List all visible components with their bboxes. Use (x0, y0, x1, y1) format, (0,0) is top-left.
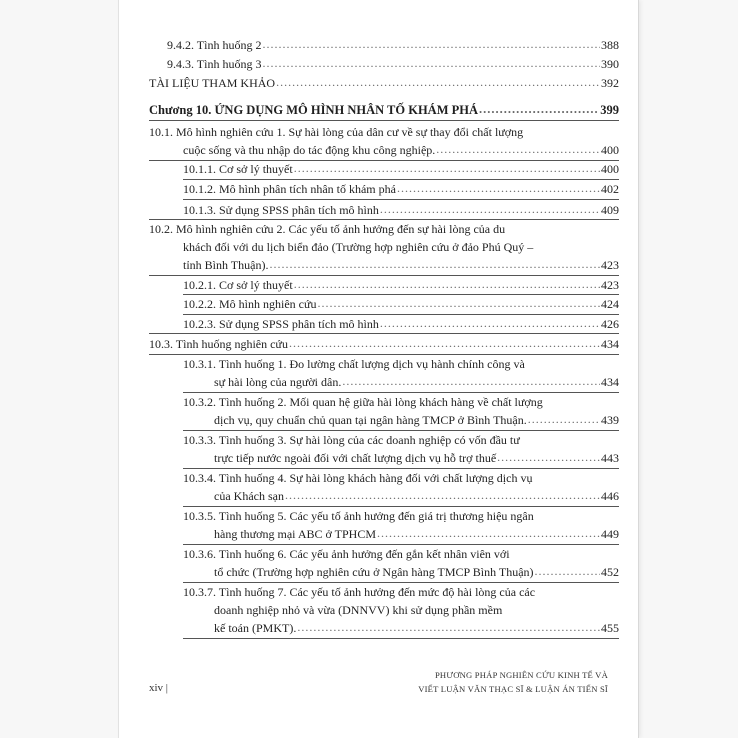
toc-leader-dots (262, 56, 600, 71)
toc-entry-page: 455 (601, 621, 619, 635)
toc-entry-label: 9.4.2. Tình huống 2 (167, 38, 262, 52)
toc-entry-label: 9.4.3. Tình huống 3 (167, 57, 262, 71)
toc-entry-label: cuộc sống và thu nhập do tác động khu công nghiệp. (183, 143, 436, 157)
toc-divider (149, 120, 619, 121)
toc-leader-dots (479, 102, 599, 117)
toc-entry-10-3-2-line: 10.3.2. Tình huống 2. Mối quan hệ giữa hài lòng khách hàng về chất lượng (183, 395, 543, 409)
toc-entry-page: 400 (601, 162, 619, 176)
toc-divider (183, 638, 619, 639)
toc-entry-10-2-line: khách đối với du lịch biển đảo (Trường hợp nghiên cứu ở đảo Phú Quý – (183, 240, 534, 254)
toc-entry-references (149, 76, 619, 91)
toc-entry-page: 434 (601, 375, 619, 389)
toc-entry-10-2-1 (183, 278, 619, 293)
toc-entry-10-3-1 (214, 375, 619, 390)
toc-leader-dots (380, 202, 600, 217)
toc-entry-page: 392 (601, 76, 619, 90)
toc-entry-10-3-4-line: 10.3.4. Tình huống 4. Sự hài lòng khách hàng đối với chất lượng dịch vụ (183, 471, 533, 485)
toc-entry-label: 10.2.2. Mô hình nghiên cứu (183, 297, 317, 311)
toc-leader-dots (294, 277, 600, 292)
toc-entry-10-1-3 (183, 203, 619, 218)
toc-entry-10-3-4 (214, 489, 619, 504)
toc-divider (149, 275, 619, 276)
toc-entry-page: 423 (601, 278, 619, 292)
toc-entry-10-3-7 (214, 621, 619, 636)
toc-divider (183, 294, 619, 295)
toc-entry-page: 449 (601, 527, 619, 541)
toc-entry-label: 10.3. Tình huống nghiên cứu (149, 337, 288, 351)
toc-chapter-10 (149, 103, 619, 118)
toc-leader-dots (528, 412, 600, 427)
toc-entry-10-3-6-line: 10.3.6. Tình huống 6. Các yếu ảnh hưởng đến gắn kết nhân viên với (183, 547, 510, 561)
toc-entry-label: tổ chức (Trường hợp nghiên cứu ở Ngân hàng TMCP Bình Thuận) (214, 565, 534, 579)
toc-leader-dots (262, 37, 600, 52)
toc-entry-label: 10.2.3. Sử dụng SPSS phân tích mô hình (183, 317, 379, 331)
toc-entry-10-3 (149, 337, 619, 352)
toc-entry-10-3-6 (214, 565, 619, 580)
toc-entry-10-2-2 (183, 297, 619, 312)
toc-entry-label: 10.2.1. Cơ sở lý thuyết (183, 278, 293, 292)
toc-divider (183, 582, 619, 583)
footer-title-line: VIẾT LUẬN VĂN THẠC SĨ & LUẬN ÁN TIẾN SĨ (418, 684, 608, 694)
toc-entry-10-3-2 (214, 413, 619, 428)
toc-entry-label: 10.1.1. Cơ sở lý thuyết (183, 162, 293, 176)
running-footer-title (418, 668, 608, 696)
toc-entry-label: 10.1.2. Mô hình phân tích nhân tố khám phá (183, 182, 396, 196)
toc-entry-page: 423 (601, 258, 619, 272)
toc-leader-dots (342, 374, 600, 389)
toc-divider (183, 314, 619, 315)
toc-divider (149, 354, 619, 355)
toc-entry-page: 443 (601, 451, 619, 465)
toc-divider (183, 544, 619, 545)
page-number: xiv | (149, 682, 169, 694)
toc-divider (183, 430, 619, 431)
toc-leader-dots (285, 488, 600, 503)
toc-entry-10-3-1-line: 10.3.1. Tình huống 1. Đo lường chất lượng dịch vụ hành chính công và (183, 357, 525, 371)
toc-leader-dots (276, 75, 600, 90)
toc-leader-dots (318, 296, 601, 311)
toc-entry-page: 446 (601, 489, 619, 503)
toc-entry-page: 388 (601, 38, 619, 52)
toc-entry-label: sự hài lòng của người dân. (214, 375, 342, 389)
toc-entry-label: của Khách sạn (214, 489, 284, 503)
toc-entry-page: 439 (601, 413, 619, 427)
toc-divider (183, 506, 619, 507)
toc-entry-10-1-2 (183, 182, 619, 197)
toc-entry-label: kế toán (PMKT). (214, 621, 297, 635)
toc-entry-page: 452 (601, 565, 619, 579)
toc-entry-10-3-7-line: doanh nghiệp nhỏ và vừa (DNNVV) khi sử dụng phần mềm (214, 603, 503, 617)
toc-divider (183, 468, 619, 469)
toc-entry-10-2-3 (183, 317, 619, 332)
toc-leader-dots (497, 450, 600, 465)
toc-divider (183, 392, 619, 393)
toc-entry-10-2-line: 10.2. Mô hình nghiên cứu 2. Các yếu tố ảnh hưởng đến sự hài lòng của du (149, 222, 506, 236)
toc-entry-10-1-1 (183, 162, 619, 177)
book-page (118, 0, 639, 738)
toc-leader-dots (269, 257, 600, 272)
toc-entry-page: 409 (601, 203, 619, 217)
toc-entry-page: 400 (601, 143, 619, 157)
footer-title-line: PHƯƠNG PHÁP NGHIÊN CỨU KINH TẾ VÀ (434, 670, 608, 680)
toc-entry-page: 390 (601, 57, 619, 71)
toc-entry-10-3-3 (214, 451, 619, 466)
toc-entry-9-4-3 (167, 57, 619, 72)
toc-chapter-label: Chương 10. ỨNG DỤNG MÔ HÌNH NHÂN TỐ KHÁM PHÁ (149, 103, 479, 117)
toc-entry-page: 424 (601, 297, 619, 311)
toc-entry-10-3-3-line: 10.3.3. Tình huống 3. Sự hài lòng của các doanh nghiệp có vốn đầu tư (183, 433, 520, 447)
toc-entry-10-2 (183, 258, 619, 273)
toc-entry-10-1 (183, 143, 619, 158)
toc-entry-label: 10.1.3. Sử dụng SPSS phân tích mô hình (183, 203, 379, 217)
toc-entry-label: dịch vụ, quy chuẩn chủ quan tại ngân hàng TMCP ở Bình Thuận. (214, 413, 527, 427)
toc-entry-page: 426 (601, 317, 619, 331)
toc-entry-10-1-line: 10.1. Mô hình nghiên cứu 1. Sự hài lòng của dân cư về sự thay đổi chất lượng (149, 125, 524, 139)
toc-entry-10-3-5-line: 10.3.5. Tình huống 5. Các yếu tố ảnh hưởng đến giá trị thương hiệu ngân (183, 509, 534, 523)
toc-leader-dots (294, 161, 600, 176)
toc-entry-10-3-7-line: 10.3.7. Tình huống 7. Các yếu tố ảnh hưởng đến mức độ hài lòng của các (183, 585, 536, 599)
toc-chapter-page: 399 (600, 103, 619, 117)
toc-entry-label: tỉnh Bình Thuận). (183, 258, 269, 272)
toc-leader-dots (380, 316, 600, 331)
toc-leader-dots (397, 181, 600, 196)
toc-leader-dots (297, 620, 600, 635)
toc-entry-label: hàng thương mại ABC ở TPHCM (214, 527, 376, 541)
toc-entry-page: 434 (601, 337, 619, 351)
toc-divider (183, 199, 619, 200)
toc-entry-page: 402 (601, 182, 619, 196)
toc-entry-9-4-2 (167, 38, 619, 53)
toc-divider (183, 179, 619, 180)
toc-leader-dots (377, 526, 600, 541)
toc-divider (149, 219, 619, 220)
toc-leader-dots (535, 564, 600, 579)
toc-entry-10-3-5 (214, 527, 619, 542)
toc-divider (149, 333, 619, 334)
toc-leader-dots (289, 336, 600, 351)
toc-entry-label: TÀI LIỆU THAM KHẢO (149, 76, 276, 90)
toc-entry-label: trực tiếp nước ngoài đối với chất lượng dịch vụ hỗ trợ thuế (214, 451, 497, 465)
toc-leader-dots (436, 142, 600, 157)
